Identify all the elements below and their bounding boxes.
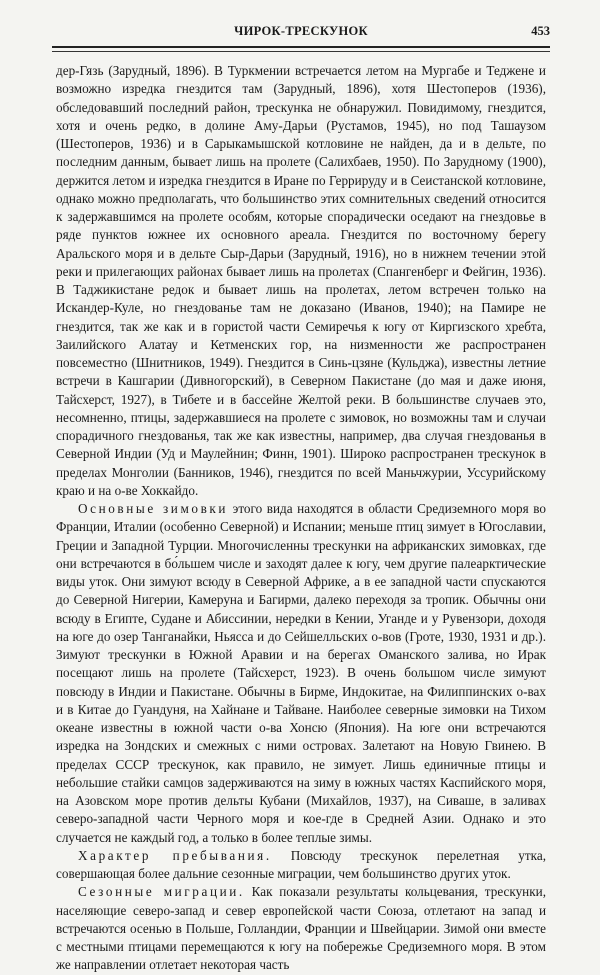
paragraph-wintering-text: этого вида находятся в области Средиземного моря во Франции, Италии (особенно Северной) и Испании; меньше птиц зимует в Югославии, Греции и Западной Турции. Многочисленны трескунки на африканских зимовках, где они встречаются в бо́льшем числе и заходят далее к югу, чем другие палеарктические виды уток. Они зимуют всюду в Северной Африке, а в ее западной части спускаются до Северной Нигерии, Камеруна и Багирми, далеко переходя за тропик. Обычны они всюду в Египте, Судане и Абиссинии, нередки в Кении, Уганде и у Рувензори, доходя на юге до озер Танганайки, Ньясса и до Сейшелльских о-вов (Гроте, 1930, 1931 и др.). Зимуют трескунки в Южной Аравии и на берегах Оманского залива, но Ирак посещают лишь на пролете (Тайсхерст, 1923). В очень большом числе зимуют повсюду в Индии и Пакистане. Обычны в Бирме, Индокитае, на Филиппинских о-вах и в Китае до Гуандуня, на Хайнане и Тайване. Наиболее северные зимовки на Тихом океане известны в южной части о-ва Хонсю (Япония). На юге они встречаются изредка на Зондских и смежных с ними островах. Залетают на Новую Гвинею. В пределах СССР трескунок, как правило, не зимует. Лишь единичные птицы и небольшие стайки самцов задерживаются на зиму в южных частях Каспийского моря, на Азовском море против дельты Кубани (Михайлов, 1937), на Сиваше, в заливах северо-западной части Черного моря и кое-где в Средней Азии. Однако и это случается не каждый год, а только в более теплые зимы. (56, 501, 546, 845)
paragraph-migrations (56, 883, 546, 974)
section-heading-migrations: Сезонные миграции. (78, 884, 245, 900)
paragraph-migrations-text: Как показали результаты кольцевания, трескунки, населяющие северо-запад и север европейской части Союза, отлетают на запад и встречаются осенью в Польше, Голландии, Франции и Швейцарии. Зимой они вместе с местными птицами перемещаются к югу на побережье Средиземного моря. В этом же направлении отлетает некоторая часть (56, 884, 546, 973)
page-number: 453 (531, 24, 550, 38)
header-rule-thick (52, 46, 550, 48)
running-title: ЧИРОК-ТРЕСКУНОК (234, 24, 368, 38)
paragraph-residency-text: Повсюду трескунок перелетная утка, совершающая более дальние сезонные миграции, чем большинство других уток. (56, 847, 546, 881)
header-rule-thin (52, 51, 550, 52)
paragraph-residency (56, 847, 546, 884)
page-header (52, 16, 550, 44)
paragraph-distribution: дер-Гязь (Зарудный, 1896). В Туркмении встречается летом на Мургабе и Теджене и возможно изредка гнездится там (Зарудный, 1896), хотя Шестоперов (1936), обследовавший последний район, трескунка не обнаружил. Повидимому, гнездится, хотя и очень редко, в долине Аму-Дарьи (Рустамов, 1945), но под Ташаузом (Шестоперов, 1936) и в Сарыкамышской котловине не найден, да и в дельте, по последним данным, бывает лишь на пролете (Салихбаев, 1950). По Зарудному (1900), держится летом и изредка гнездится в Иране по Геррируду и в Сеистанской котловине, однако можно предполагать, что большинство этих сомнительных сведений относится к задержавшимся на пролете особям, которые спорадически оседают на гнездовье в ряде пунктов южнее их основного ареала. Гнездится по восточному берегу Аральского моря и в дельте Сыр-Дарьи (Зарудный, 1916), но в нижнем течении этой реки и прилегающих районах бывает лишь на пролетах (Спангенберг и Фейгин, 1936). В Таджикистане редок и бывает лишь на пролетах, летом встречен только на Искандер-Куле, но гнездованье там не доказано (Иванов, 1940); на Памире не гнездится, так же как и в гористой части Семиречья к югу от Киргизского хребта, Заилийского Алатау и Кетменских гор, на низменности же распространен повсеместно (Шнитников, 1949). Гнездится в Синь-цзяне (Кульджа), известны летние встречи в Кашгарии (Дивногорский), в Северном Пакистане (до мая и даже июня, Тайсхерст, 1927), в Тибете и в бассейне Желтой реки. В большинстве случаев это, несомненно, птицы, задержавшиеся на пролете с зимовок, но возможны там и случаи спорадичного гнездованья, так же как известны, например, два случая гнездованья в Северной Индии (Уд и Маулейнин; Финн, 1901). Широко распространен трескунок в пределах Монголии (Банников, 1946), гнездится по всей Маньчжурии, Уссурийскому краю и на о-ве Хоккайдо. (56, 63, 546, 498)
section-heading-wintering: Основные зимовки (78, 501, 229, 516)
body-text (56, 62, 546, 975)
paragraph-wintering (56, 500, 546, 847)
section-heading-residency: Характер пребывания. (78, 847, 272, 863)
